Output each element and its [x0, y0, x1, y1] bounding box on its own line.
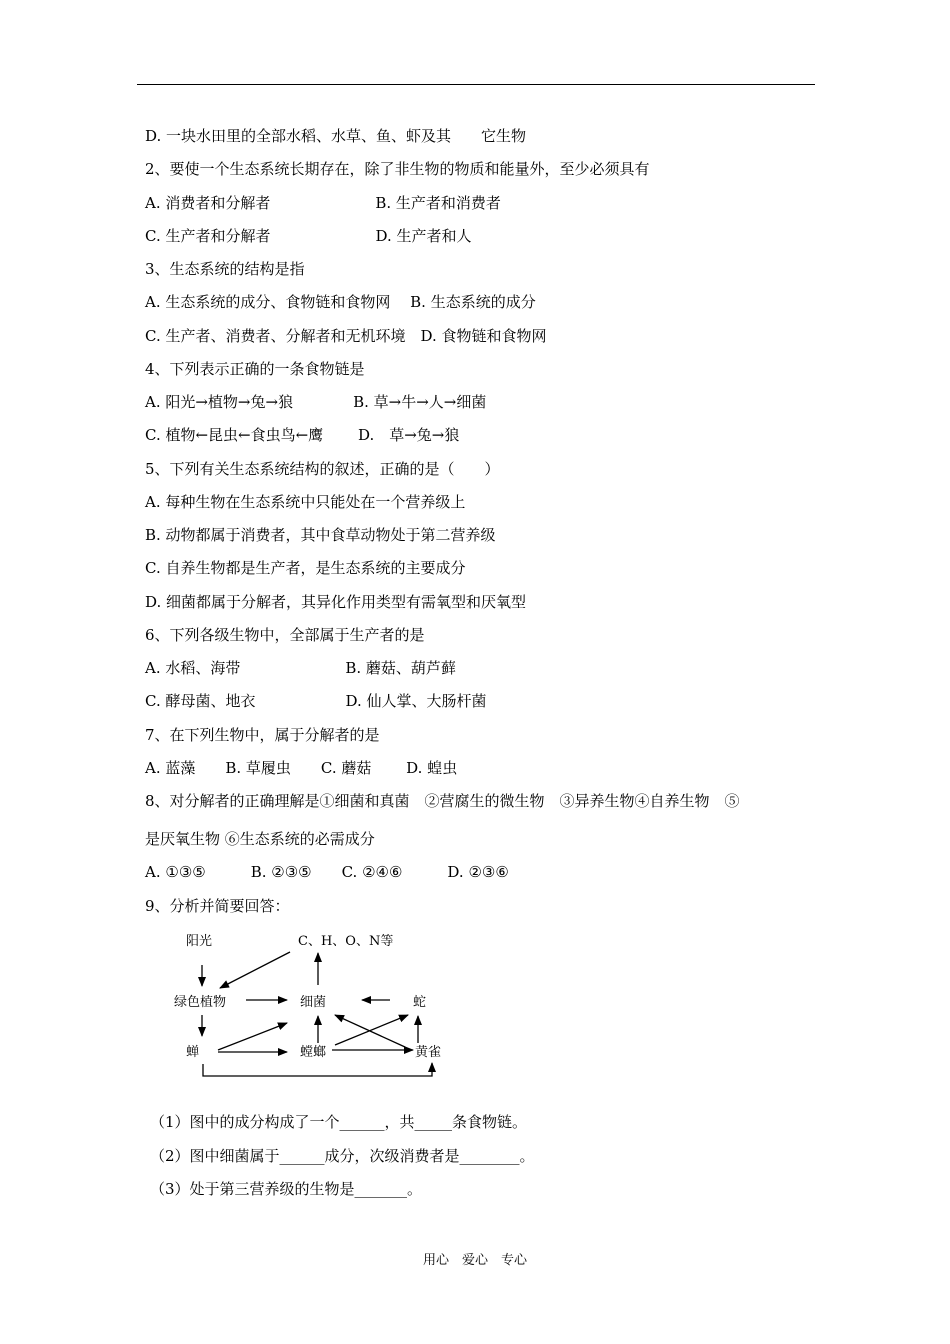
text-line: B. 动物都属于消费者，其中食草动物处于第二营养级 [145, 526, 496, 544]
page-footer: 用心 爱心 专心 [422, 1253, 527, 1268]
node-oriole: 黄雀 [415, 1045, 442, 1060]
subquestion-3: （3）处于第三营养级的生物是_______。 [150, 1180, 423, 1198]
text-line: D. 细菌都属于分解者，其异化作用类型有需氧型和厌氧型 [145, 593, 527, 611]
text-line: C. 生产者和分解者 D. 生产者和人 [145, 227, 472, 245]
question-2: 2、要使一个生态系统长期存在，除了非生物的物质和能量外，至少必须具有 [145, 160, 650, 178]
arrow-cicada-bacteria [218, 1023, 287, 1050]
text-line: A. 消费者和分解者 B. 生产者和消费者 [145, 194, 501, 212]
text-line: A. 生态系统的成分、食物链和食物网 B. 生态系统的成分 [145, 293, 536, 311]
question-6: 6、下列各级生物中，全部属于生产者的是 [145, 626, 425, 644]
question-3: 3、生态系统的结构是指 [145, 260, 305, 278]
question-5: 5、下列有关生态系统结构的叙述，正确的是（ ） [145, 460, 500, 478]
arrow-oriole-bacteria [335, 1015, 405, 1047]
text-line: A. 水稻、海带 B. 蘑菇、葫芦藓 [145, 659, 456, 677]
text-line: C. 生产者、消费者、分解者和无机环境 D. 食物链和食物网 [145, 327, 547, 345]
text-line: A. 阳光→植物→兔→狼 B. 草→牛→人→细菌 [145, 393, 487, 411]
question-9: 9、分析并简要回答： [145, 897, 290, 915]
question-7: 7、在下列生物中，属于分解者的是 [145, 726, 380, 744]
question-8: 8、对分解者的正确理解是①细菌和真菌 ②营腐生的微生物 ③异养生物④自养生物 ⑤ [145, 792, 740, 810]
question-4: 4、下列表示正确的一条食物链是 [145, 360, 365, 378]
node-sunlight: 阳光 [186, 934, 213, 949]
arrow-elements-plants [220, 952, 290, 988]
node-snake: 蛇 [413, 995, 427, 1010]
text-line: C. 植物←昆虫←食虫鸟←鹰 D. 草→兔→狼 [145, 426, 460, 444]
node-cicada: 蝉 [186, 1045, 200, 1060]
node-bacteria: 细菌 [300, 995, 327, 1010]
node-green-plants: 绿色植物 [174, 995, 227, 1010]
node-mantis: 螳螂 [300, 1045, 327, 1060]
node-elements: C、H、O、N等 [298, 934, 394, 949]
text-line: C. 酵母菌、地衣 D. 仙人掌、大肠杆菌 [145, 692, 487, 710]
subquestion-2: （2）图中细菌属于______成分，次级消费者是________。 [150, 1147, 535, 1165]
text-line: A. ①③⑤ B. ②③⑤ C. ②④⑥ D. ②③⑥ [145, 863, 509, 881]
arrow-cicada-oriole [203, 1063, 432, 1076]
text-line: A. 蓝藻 B. 草履虫 C. 蘑菇 D. 蝗虫 [145, 759, 458, 777]
text-line: D. 一块水田里的全部水稻、水草、鱼、虾及其 它生物 [145, 127, 527, 145]
text-line: A. 每种生物在生态系统中只能处在一个营养级上 [145, 493, 466, 511]
subquestion-1: （1）图中的成分构成了一个______，共_____条食物链。 [150, 1113, 528, 1131]
text-line: 是厌氧生物 ⑥生态系统的必需成分 [145, 830, 375, 848]
text-line: C. 自养生物都是生产者，是生态系统的主要成分 [145, 559, 466, 577]
